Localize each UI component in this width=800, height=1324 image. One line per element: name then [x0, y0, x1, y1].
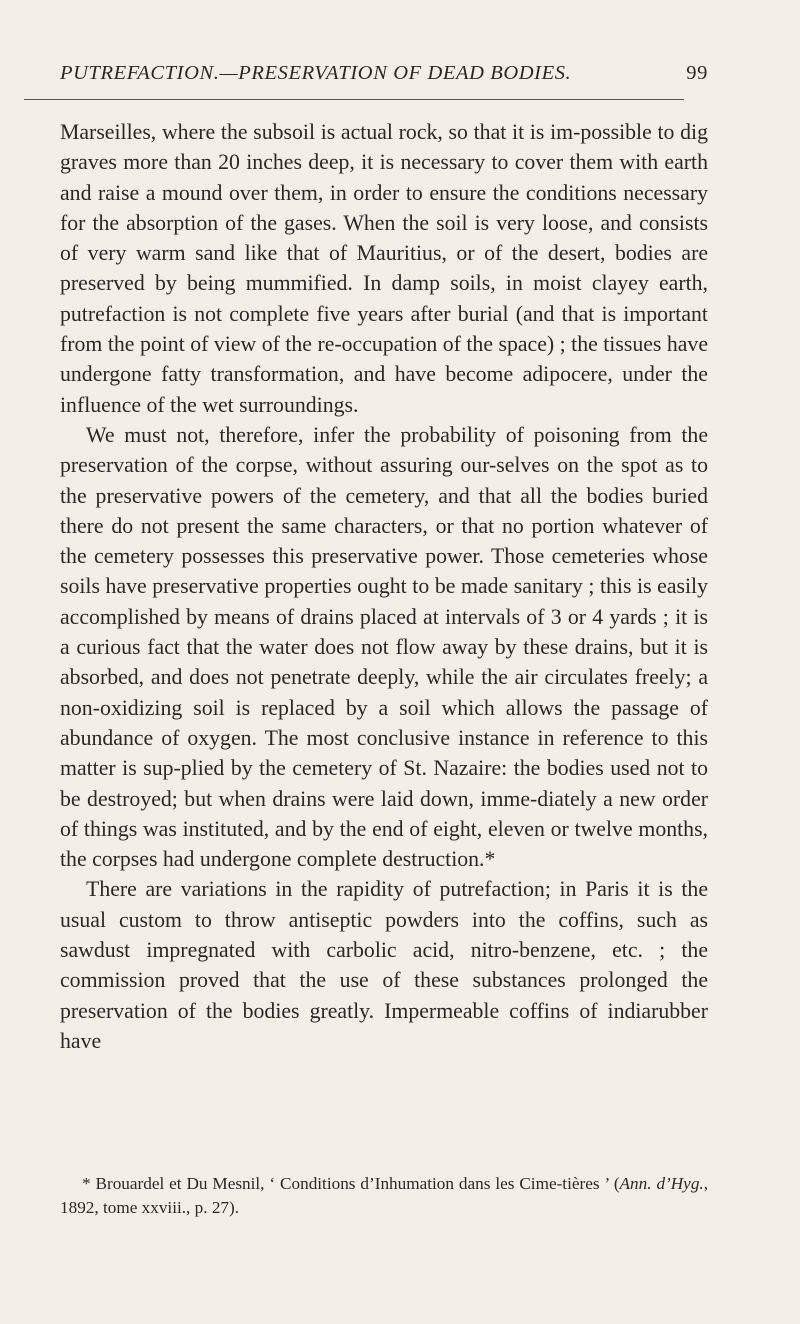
footnote [60, 1172, 708, 1220]
paragraph-2: We must not, therefore, infer the probability of poisoning from the preservation of the corpse, without assuring our-selves on the spot as to the preservative powers of the cemetery, and that all the bodies buried there do not present the same characters, or that no portion whatever of the cemetery possesses this preservative power. Those cemeteries whose soils have preservative properties ought to be made sanitary ; this is easily accomplished by means of drains placed at intervals of 3 or 4 yards ; it is a curious fact that the water does not flow away by these drains, but it is absorbed, and does not penetrate deeply, while the air circulates freely; a non-oxidizing soil is replaced by a soil which allows the passage of abundance of oxygen. The most conclusive instance in reference to this matter is sup-plied by the cemetery of St. Nazaire: the bodies used not to be destroyed; but when drains were laid down, imme-diately a new order of things was instituted, and by the end of eight, eleven or twelve months, the corpses had undergone complete destruction.* [60, 422, 708, 872]
running-header [60, 62, 708, 92]
footnote-lead: * Brouardel et Du Mesnil, ‘ Conditions d’Inhumation dans les Cime-tières ’ ( [82, 1174, 620, 1193]
book-page [60, 62, 708, 92]
body-text [60, 117, 708, 1056]
paragraph-3: There are variations in the rapidity of putrefaction; in Paris it is the usual custom to throw antiseptic powders into the coffins, such as sawdust impregnated with carbolic acid, nitro-benzene, etc. ; the commission proved that the use of these substances prolonged the preservation of the bodies greatly. Impermeable coffins of indiarubber have [60, 877, 708, 1053]
paragraph-1: Marseilles, where the subsoil is actual rock, so that it is im-possible to dig graves more than 20 inches deep, it is necessary to cover them with earth and raise a mound over them, in order to ensure the conditions necessary for the absorption of the gases. When the soil is very loose, and consists of very warm sand like that of Mauritius, or of the desert, bodies are preserved by being mummified. In damp soils, in moist clayey earth, putrefaction is not complete five years after burial (and that is important from the point of view of the re-occupation of the space) ; the tissues have undergone fatty transformation, and have become adipocere, under the influence of the wet surroundings. [60, 120, 708, 417]
footnote-journal: Ann. d’Hyg. [619, 1174, 704, 1193]
page-number: 99 [686, 62, 708, 84]
running-title: PUTREFACTION.—PRESERVATION OF DEAD BODIES. [60, 62, 572, 84]
footnote-tail: , 1892, tome xxviii., p. 27). [60, 1174, 709, 1217]
footnote-text [60, 1172, 708, 1220]
header-rule [24, 99, 684, 100]
